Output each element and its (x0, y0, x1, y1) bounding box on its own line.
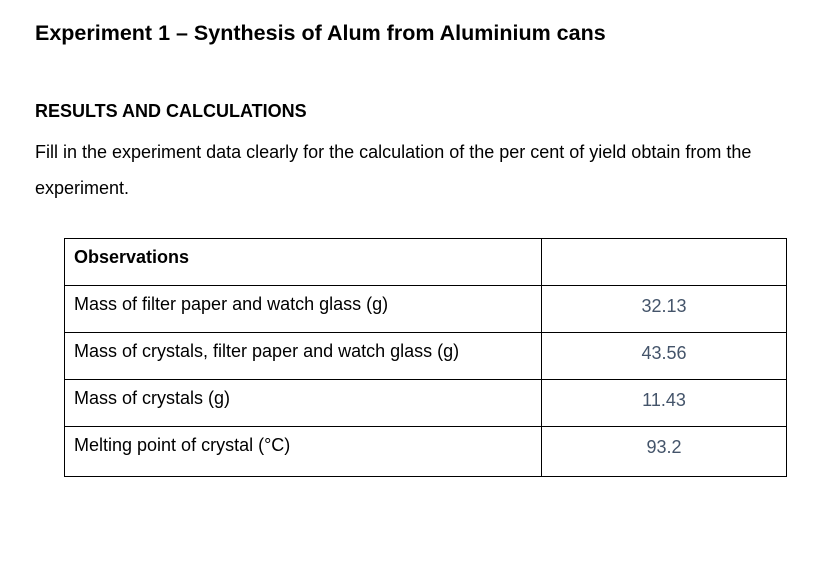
table-header-label: Observations (65, 239, 542, 286)
table-row (65, 380, 787, 427)
section-heading: RESULTS AND CALCULATIONS (35, 101, 307, 121)
row-label: Mass of crystals (g) (65, 380, 542, 427)
table-row (65, 286, 787, 333)
table-header-row (65, 239, 787, 286)
row-label: Melting point of crystal (°C) (65, 427, 542, 477)
row-value: 11.43 (542, 380, 787, 427)
document-title: Experiment 1 – Synthesis of Alum from Aluminium cans (35, 21, 606, 45)
row-value: 32.13 (542, 286, 787, 333)
row-value: 93.2 (542, 427, 787, 477)
observations-table (64, 238, 787, 477)
intro-paragraph: Fill in the experiment data clearly for the calculation of the per cent of yield obtain from the experiment. (35, 142, 752, 198)
row-label: Mass of crystals, filter paper and watch glass (g) (65, 333, 542, 380)
row-label: Mass of filter paper and watch glass (g) (65, 286, 542, 333)
table-header-value (542, 239, 787, 286)
table-row (65, 427, 787, 477)
row-value: 43.56 (542, 333, 787, 380)
table-row (65, 333, 787, 380)
